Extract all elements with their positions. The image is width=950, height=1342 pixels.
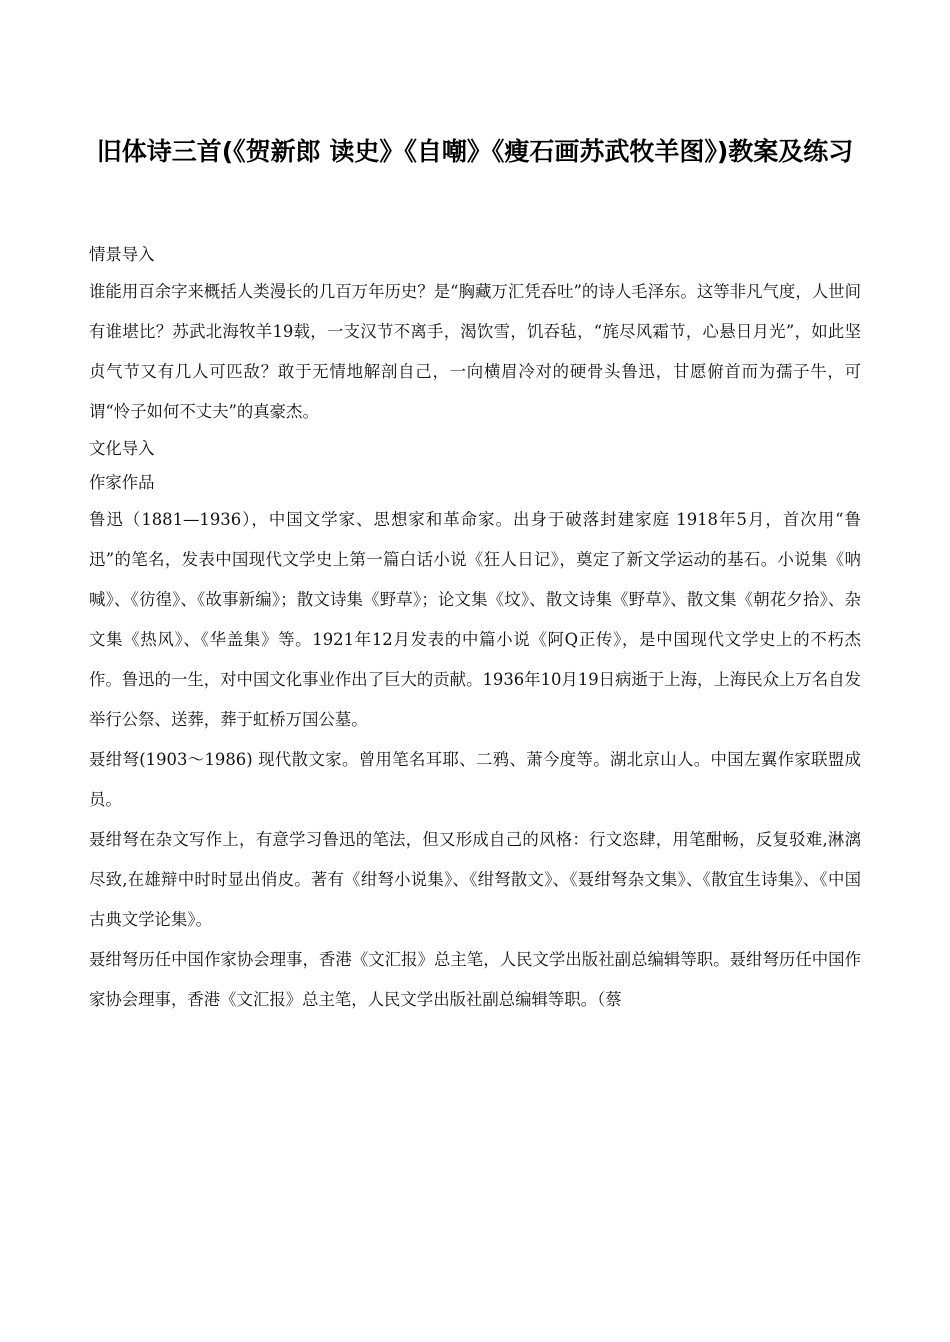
- section-heading-intro: 情景导入: [89, 245, 155, 264]
- section-heading-works: 作家作品: [89, 473, 155, 492]
- intro-paragraph: 谁能用百余字来概括人类漫长的几百万年历史？是“胸藏万汇凭吞吐”的诗人毛泽东。这等非凡气度，人世间有谁堪比？苏武北海牧羊19载，一支汉节不离手，渴饮雪，饥吞毡，“旄尽风霜节，心悬日月光”，如此坚贞气节又有几人可匹敌？敢于无情地解剖自己，一向横眉冷对的硬骨头鲁迅，甘愿俯首而为孺子牛，可谓“怜子如何不丈夫”的真豪杰。: [89, 282, 861, 421]
- section-heading-culture: 文化导入: [89, 439, 155, 458]
- luxun-paragraph: 鲁迅（1881—1936），中国文学家、思想家和革命家。出身于破落封建家庭 1918年5月，首次用“鲁迅”的笔名，发表中国现代文学史上第一篇白话小说《狂人日记》，奠定了新文学运动的基石。小说集《呐喊》、《彷徨》、《故事新编》；散文诗集《野草》；论文集《坟》、散文诗集《野草》、散文集《朝花夕拾》、杂文集《热风》、《华盖集》等。1921年12月发表的中篇小说《阿Q正传》，是中国现代文学史上的不朽杰作。鲁迅的一生，对中国文化事业作出了巨大的贡献。1936年10月19日病逝于上海，上海民众上万名自发举行公祭、送葬，葬于虹桥万国公墓。: [89, 510, 861, 729]
- nie-intro-paragraph: 聂绀弩(1903～1986) 现代散文家。曾用笔名耳耶、二鸦、萧今度等。湖北京山人。中国左翼作家联盟成员。: [89, 750, 861, 809]
- nie-style-paragraph: 聂绀弩在杂文写作上，有意学习鲁迅的笔法，但又形成自己的风格：行文恣肆，用笔酣畅，反复驳难,淋漓尽致,在雄辩中时时显出俏皮。著有《绀弩小说集》、《绀弩散文》、《聂绀弩杂文集》、《散宜生诗集》、《中国古典文学论集》。: [89, 830, 861, 929]
- nie-career-paragraph: 聂绀弩历任中国作家协会理事，香港《文汇报》总主笔，人民文学出版社副总编辑等职。聂绀弩历任中国作家协会理事，香港《文汇报》总主笔，人民文学出版社副总编辑等职。（蔡: [89, 950, 861, 1009]
- document-body: [89, 238, 861, 1020]
- document-title: 旧体诗三首(《贺新郎 读史》《自嘲》《瘦石画苏武牧羊图》)教案及练习: [96, 137, 854, 166]
